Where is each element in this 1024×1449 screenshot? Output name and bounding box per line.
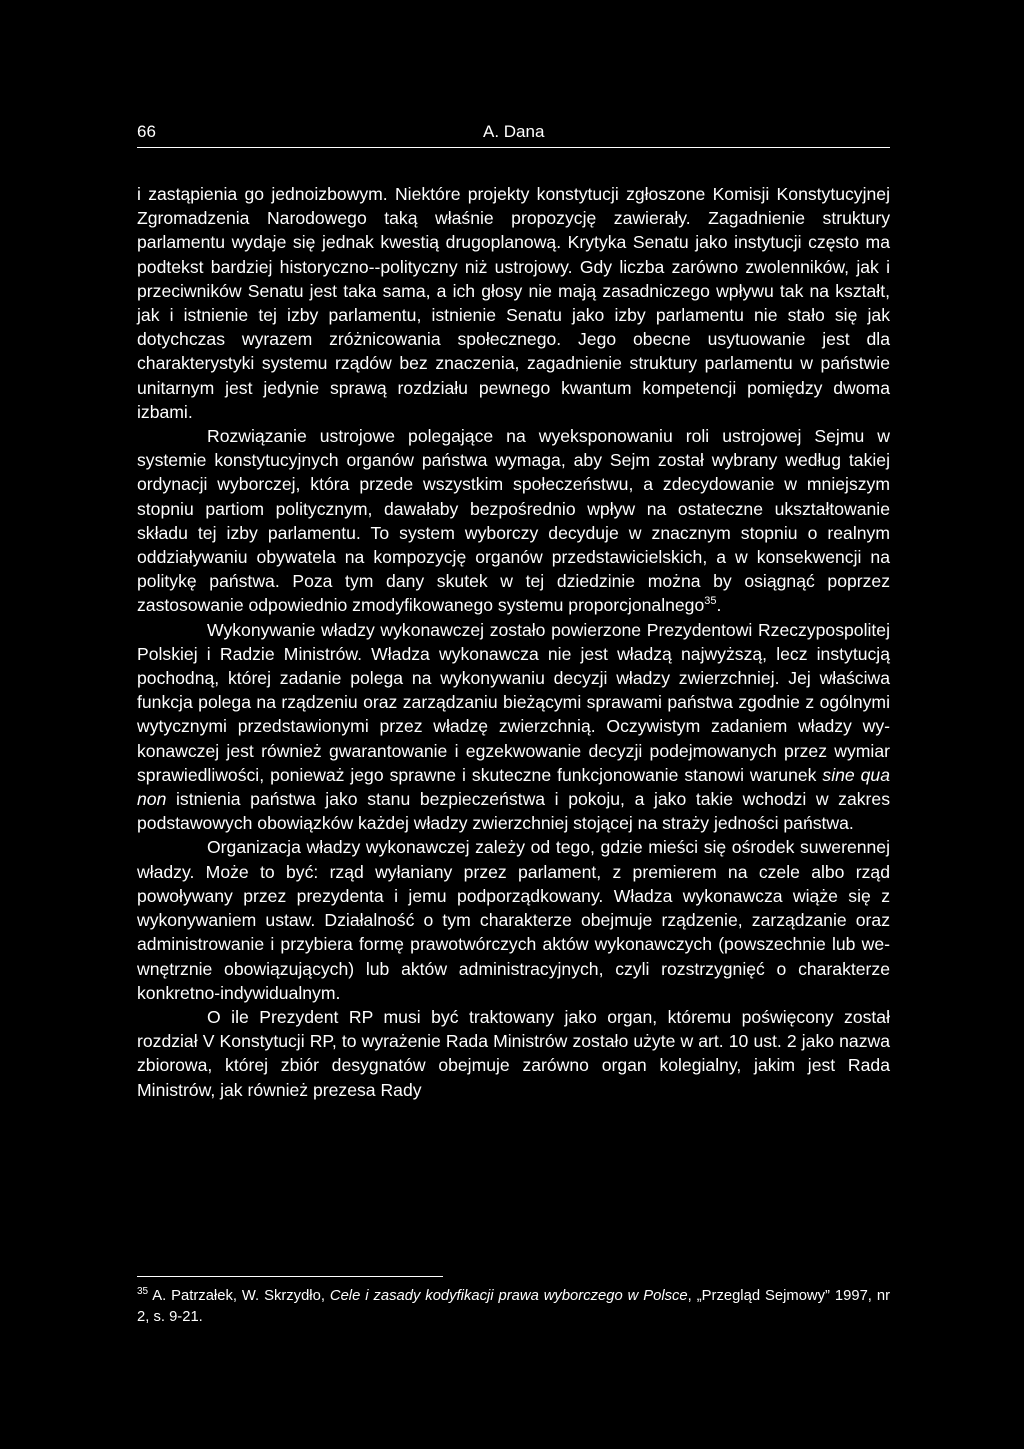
paragraph-3 xyxy=(137,618,890,836)
body-text xyxy=(137,182,890,1102)
paragraph-2 xyxy=(137,424,890,618)
paragraph-2-end: . xyxy=(716,595,722,616)
paragraph-2-text: Rozwiązanie ustrojowe polegające na wyeksponowaniu roli ustrojowej Sejmu w systemie konstytucyjnych organów państwa wymaga, aby Sejm został wybrany według takiej ordynacji wyborczej, która przede wszystkim społeczeństwu, a zdecydowanie w mniejszym stopniu partiom politycznym, dawałaby bezpośrednio wpływ na ostateczne ukształtowanie składu tej izby parlamentu. To system wyborczy decyduje w znacznym stopniu o realnym oddziaływaniu obywatela na kompozycję organów przedstawicielskich, a w konsekwencji na politykę państwa. Poza tym dany skutek w tej dziedzinie można by osiągnąć poprzez zastosowanie odpowiednio zmodyfikowanego systemu proporcjonalnego xyxy=(137,426,890,616)
footnote-reference: 35 xyxy=(704,595,717,608)
paragraph-1 xyxy=(137,182,890,424)
footnote-divider xyxy=(137,1276,443,1277)
footnote-number: 35 xyxy=(137,1286,149,1298)
footnote-title: Cele i zasady kodyfikacji prawa wyborczego w Polsce xyxy=(329,1288,688,1304)
paragraph-5-text: O ile Prezydent RP musi być traktowany jako organ, któremu poświęcony został rozdział V Konstytucji RP, to wyrażenie Rada Ministrów zostało użyte w art. 10 ust. 2 jako nazwa zbiorowa, której zbiór desygnatów obejmuje zarówno organ kolegialny, jakim jest Rada Ministrów, jak również prezesa Rady xyxy=(137,1006,890,1100)
page-header xyxy=(137,121,890,148)
footnote-source: , „Przegląd Sejmowy” 1997, nr 2, s. 9-21. xyxy=(137,1288,890,1325)
paragraph-4 xyxy=(137,835,890,1004)
paragraph-5 xyxy=(137,1005,890,1102)
paragraph-3-latin-phrase: sine qua non xyxy=(137,764,890,810)
paragraph-1-text: i zastąpienia go jednoizbowym. Niektóre projekty konstytucji zgłoszone Komisji Konstytucyjnej Zgromadzenia Narodowego taką właśnie propozycję zawierały. Zagadnienie struktury parlamentu wydaje się jednak kwestią drugoplanową. Krytyka Senatu jako instytucji często ma podtekst bardziej historyczno--polityczny niż ustrojowy. Gdy liczba zarówno zwolenników, jak i przeciwników Senatu jest taka sama, a ich głosy nie mają zasadniczego wpływu tak na kształt, jak i istnienie tej izby parlamentu, istnienie Senatu jako izby parlamentu nie stało się jak dotychczas wyrazem zróżnicowania społecznego. Jego obecne usytuowanie jest dla charakterystyki systemu rządów bez znaczenia, zagadnienie struktury parlamentu w państwie unitarnym jest jedynie sprawą rozdziału pewnego kwantum kompetencji pomiędzy dwoma izbami. xyxy=(137,184,890,422)
footnote-authors: A. Patrzałek, W. Skrzydło, xyxy=(148,1288,330,1304)
running-head-author: A. Dana xyxy=(483,122,545,141)
paragraph-3-text-b: istnienia państwa jako stanu bezpieczeństwa i pokoju, a jako takie wchodzi w zakres podstawowych obowiązków każdej władzy zwierzchniej stojącej na straży jedności państwa. xyxy=(137,789,890,834)
paragraph-4-text: Organizacja władzy wykonawczej zależy od tego, gdzie mieści się ośrodek suwerennej władzy. Może to być: rząd wyłaniany przez parlament, z premierem na czele albo rząd powoływany przez prezydenta i jemu podporządkowany. Władza wykonawcza wiąże się z wykonywaniem ustaw. Działalność o tym charakterze obejmuje rządzenie, zarządzanie oraz administrowanie i przybiera formę prawotwórczych aktów wykonawczych (powszechnie lub wewnętrznie obowiązujących) lub aktów administracyjnych, czyli rozstrzygnięć o charakterze konkretno-indywidualnym. xyxy=(137,837,890,1003)
paragraph-3-text-a: Wykonywanie władzy wykonawczej zostało powierzone Prezydentowi Rzeczypospolitej Polskiej i Radzie Ministrów. Władza wykonawcza nie jest władzą najwyższą, lecz instytucją pochodną, której zadanie polega na wykonywaniu decyzji władzy zwierzchniej. Jej właściwa funkcja polega na rządzeniu oraz zarządzaniu bieżącymi sprawami państwa zgodnie z ogólnymi wytycznymi przedstawionymi przez władzę zwierzchnią. Oczywistym zadaniem władzy wykonawczej jest również gwarantowanie i egzekwowanie decyzji podejmowanych przez wymiar sprawiedliwości, ponieważ jego sprawne i skuteczne funkcjonowanie stanowi warunek xyxy=(137,619,890,785)
page-number: 66 xyxy=(137,122,156,141)
footnote xyxy=(137,1286,890,1328)
